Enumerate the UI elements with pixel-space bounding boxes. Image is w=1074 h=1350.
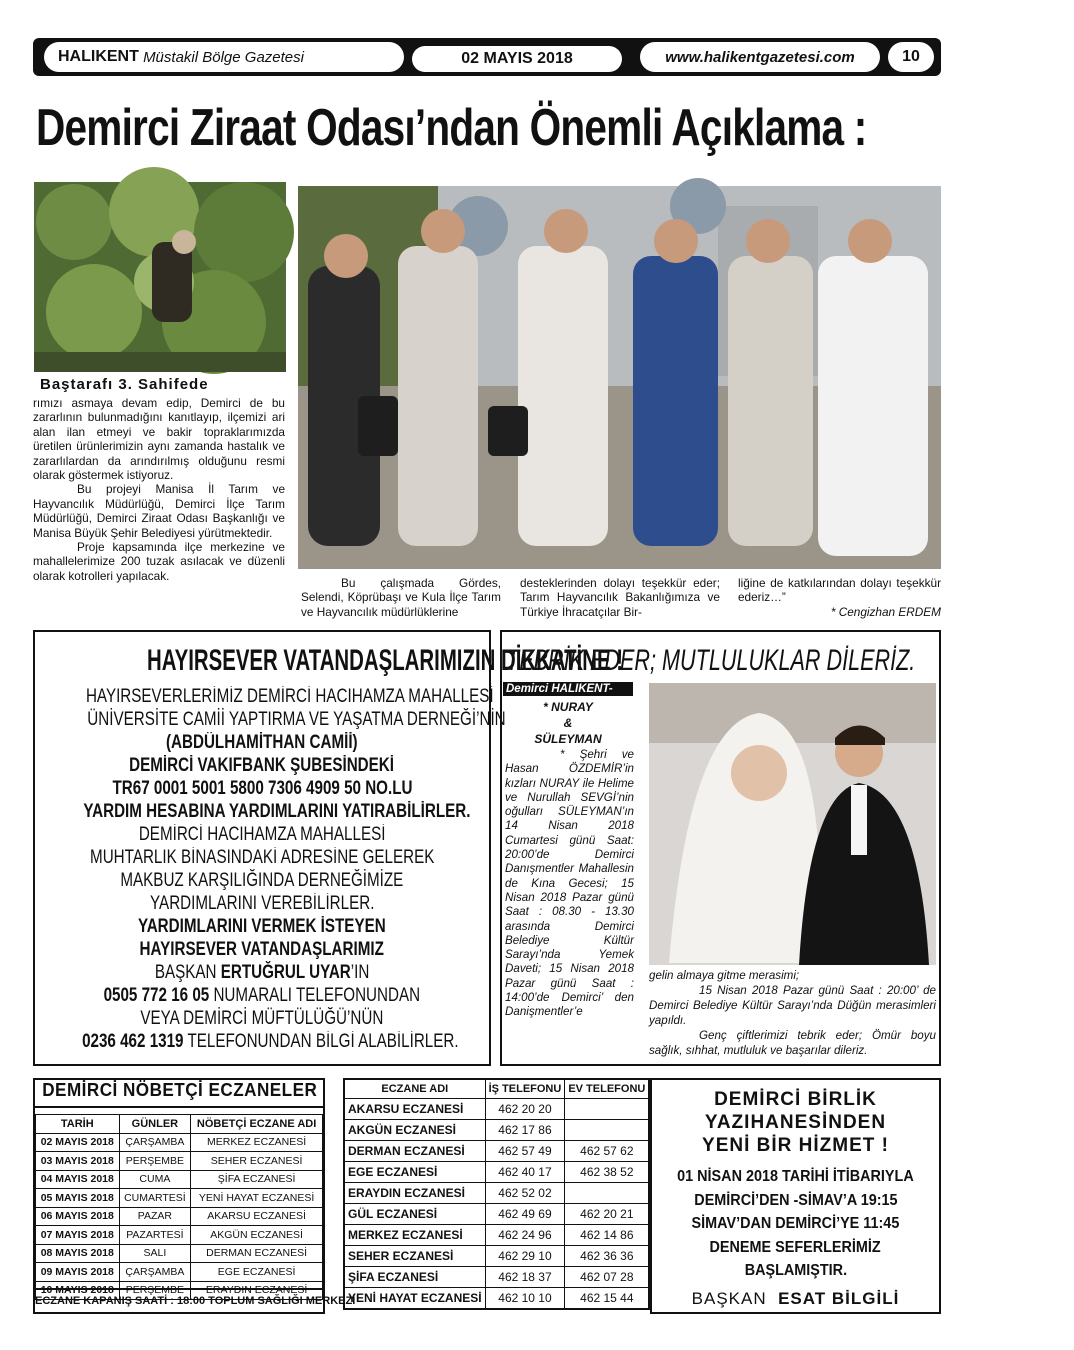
charity-line-text: ÜNİVERSİTE CAMİİ YAPTIRMA VE YAŞATMA DERNEĞİ’NİN bbox=[87, 709, 506, 730]
birlik-notice bbox=[650, 1078, 941, 1314]
charity-line-text: MAKBUZ KARŞILIĞINDA DERNEĞİMİZE bbox=[120, 870, 404, 891]
website-pill bbox=[640, 42, 880, 72]
charity-lines bbox=[35, 686, 506, 962]
table-cell: ERAYDIN ECZANESİ bbox=[344, 1182, 485, 1203]
table-row bbox=[344, 1203, 649, 1224]
charity-line-text: DEMİRCİ VAKIFBANK ŞUBESİNDEKİ bbox=[129, 755, 395, 776]
wedding-title: TEBRİK EDER; MUTLULUKLAR DİLERİZ. bbox=[506, 644, 916, 677]
table-cell: 462 29 10 bbox=[485, 1245, 565, 1266]
table-row bbox=[344, 1224, 649, 1245]
birlik-lines bbox=[652, 1165, 939, 1283]
charity-line bbox=[35, 801, 489, 824]
table-cell: 462 24 96 bbox=[485, 1224, 565, 1245]
birlik-title-line: DEMİRCİ BİRLİK bbox=[714, 1089, 877, 1110]
table-cell: 462 17 86 bbox=[485, 1119, 565, 1140]
charity-president-line bbox=[155, 962, 370, 984]
table-cell: 04 MAYIS 2018 bbox=[36, 1170, 120, 1189]
table-cell: ÇARŞAMBA bbox=[119, 1263, 191, 1282]
charity-phone2-line bbox=[82, 1031, 459, 1053]
table-cell: CUMA bbox=[119, 1170, 191, 1189]
wedding-paragraph: 15 Nisan 2018 Pazar günü Saat : 20:00’ de Demirci Belediye Kültür Sarayı’nda Düğün merasimleri yapıldı. bbox=[649, 984, 936, 1027]
table-cell: PERŞEMBE bbox=[119, 1281, 191, 1300]
brand-subtitle: Müstakil Bölge Gazetesi bbox=[143, 48, 304, 66]
table-row bbox=[344, 1161, 649, 1182]
charity-line-text: YARDIMLARINI VERMEK İSTEYEN bbox=[138, 916, 386, 937]
table-cell: MERKEZ ECZANESİ bbox=[344, 1224, 485, 1245]
birlik-sign-prefix: BAŞKAN bbox=[691, 1288, 767, 1308]
birlik-title bbox=[652, 1088, 939, 1157]
president-name: ERTUĞRUL UYAR bbox=[220, 962, 351, 983]
table-cell: 05 MAYIS 2018 bbox=[36, 1189, 120, 1208]
table-cell: MERKEZ ECZANESİ bbox=[191, 1133, 323, 1152]
charity-line-text: (ABDÜLHAMİTHAN CAMİİ) bbox=[166, 732, 358, 753]
table-header-cell: İŞ TELEFONU bbox=[485, 1079, 565, 1098]
charity-line-text: HAYIRSEVER VATANDAŞLARIMIZ bbox=[139, 939, 385, 960]
table-row bbox=[344, 1140, 649, 1161]
article-paragraph: liğine de katkılarından dolayı teşekkür ederiz…” bbox=[738, 576, 941, 605]
table-row bbox=[344, 1119, 649, 1140]
table-header-cell: EV TELEFONU bbox=[565, 1079, 650, 1098]
table-cell: EGE ECZANESİ bbox=[344, 1161, 485, 1182]
charity-line-text: MUHTARLIK BİNASINDAKİ ADRESİNE GELEREK bbox=[89, 847, 435, 868]
table-cell: DERMAN ECZANESİ bbox=[344, 1140, 485, 1161]
table-cell: 03 MAYIS 2018 bbox=[36, 1152, 120, 1171]
charity-line-text: TR67 0001 5001 5800 7306 4909 50 NO.LU bbox=[112, 778, 412, 799]
birlik-signature bbox=[652, 1289, 939, 1309]
table-cell: ERAYDIN ECZANESİ bbox=[191, 1281, 323, 1300]
ampersand: & bbox=[563, 716, 573, 730]
charity-line bbox=[35, 939, 489, 962]
birlik-line: SİMAV’DAN DEMİRCİ’YE 11:45 bbox=[691, 1215, 900, 1232]
table-row bbox=[344, 1287, 649, 1309]
table-row bbox=[344, 1245, 649, 1266]
charity-line bbox=[35, 778, 489, 801]
charity-phone2[interactable]: 0236 462 1319 bbox=[82, 1031, 184, 1052]
table-cell: PAZARTESİ bbox=[119, 1226, 191, 1245]
president-prefix: BAŞKAN bbox=[154, 962, 221, 983]
table-cell: EGE ECZANESİ bbox=[191, 1263, 323, 1282]
table-cell: 462 20 21 bbox=[565, 1203, 650, 1224]
groom-name: SÜLEYMAN bbox=[534, 732, 602, 746]
table-cell: ŞİFA ECZANESİ bbox=[191, 1170, 323, 1189]
website-link[interactable]: www.halikentgazetesi.com bbox=[665, 48, 855, 66]
table-cell: PERŞEMBE bbox=[119, 1152, 191, 1171]
table-row bbox=[344, 1098, 649, 1119]
article-column-2 bbox=[301, 576, 501, 619]
table-cell: 06 MAYIS 2018 bbox=[36, 1207, 120, 1226]
table-cell bbox=[565, 1182, 650, 1203]
fig-tree-photo bbox=[34, 182, 286, 372]
article-paragraph: desteklerinden dolayı teşekkür eder; Tarım Hayvancılık Bakanlığımıza ve Türkiye İhracatçılar Bir- bbox=[520, 576, 720, 619]
charity-phone1-line bbox=[104, 985, 421, 1007]
president-suffix: ’IN bbox=[350, 962, 370, 983]
wedding-photo bbox=[649, 683, 936, 965]
table-cell: 10 MAYIS 2018 bbox=[36, 1281, 120, 1300]
wedding-left-text bbox=[505, 748, 634, 1064]
charity-line bbox=[35, 755, 489, 778]
article-paragraph: Bu projeyi Manisa İl Tarım ve Hayvancılık Müdürlüğü, Demirci İlçe Tarım Müdürlüğü, Demirci Ziraat Odası Başkanlığı ve Manisa Büyük Şehir Belediyesi yürütmektedir. bbox=[33, 482, 285, 540]
table-cell: 462 18 37 bbox=[485, 1266, 565, 1287]
birlik-line: DENEME SEFERLERİMİZ bbox=[709, 1238, 882, 1256]
duty-table bbox=[35, 1114, 323, 1300]
duty-footer: ECZANE KAPANIŞ SAATİ : 18:00 TOPLUM SAĞLIĞI MERKEZİ bbox=[35, 1288, 323, 1312]
charity-line bbox=[35, 686, 494, 709]
charity-line-text: DEMİRCİ HACIHAMZA MAHALLESİ bbox=[138, 824, 386, 845]
table-header-cell: NÖBETÇİ ECZANE ADI bbox=[191, 1115, 323, 1134]
birlik-line: 01 NİSAN 2018 TARİHİ İTİBARIYLA bbox=[677, 1168, 914, 1185]
table-cell: 08 MAYIS 2018 bbox=[36, 1244, 120, 1263]
charity-line bbox=[35, 709, 506, 732]
table-cell: AKARSU ECZANESİ bbox=[344, 1098, 485, 1119]
article-column-3 bbox=[520, 576, 720, 619]
birlik-title-line: YENİ BİR HİZMET ! bbox=[702, 1135, 889, 1156]
table-row bbox=[36, 1263, 323, 1282]
article-left-column bbox=[33, 396, 285, 583]
duty-title: DEMİRCİ NÖBETÇİ ECZANELER bbox=[42, 1080, 318, 1100]
charity-line-text: YARDIMLARINI VEREBİLİRLER. bbox=[149, 893, 375, 914]
wedding-names bbox=[503, 699, 633, 747]
birlik-title-line: YAZIHANESİNDEN bbox=[704, 1112, 887, 1133]
article-paragraph: rımızı asmaya devam edip, Demirci de bu zararlının bulunmadığını kanıtlayıp, ilçemizi ari alan ilan etmeyi ve bakir topraklarımızda üretilen ürünlerimizin aynı zamanda hastalık ve zararlılardan da arındırılmış olduğunu resmi olarak göstermek istiyoruz. bbox=[33, 396, 285, 483]
birlik-line: DEMİRCİ’DEN -SİMAV’A 19:15 bbox=[693, 1191, 898, 1209]
table-cell bbox=[565, 1098, 650, 1119]
table-cell: CUMARTESİ bbox=[119, 1189, 191, 1208]
table-row bbox=[36, 1152, 323, 1171]
table-cell: 462 20 20 bbox=[485, 1098, 565, 1119]
masthead bbox=[44, 42, 404, 72]
table-cell: GÜL ECZANESİ bbox=[344, 1203, 485, 1224]
table-row bbox=[36, 1244, 323, 1263]
table-row bbox=[36, 1133, 323, 1152]
table-cell: YENİ HAYAT ECZANESİ bbox=[191, 1189, 323, 1208]
wedding-bottom-text bbox=[649, 968, 936, 1058]
phones-table bbox=[343, 1078, 650, 1310]
issue-date-pill bbox=[412, 46, 622, 72]
issue-date: 02 MAYIS 2018 bbox=[461, 50, 573, 67]
table-cell: 462 38 52 bbox=[565, 1161, 650, 1182]
charity-line-text: HAYIRSEVERLERİMİZ DEMİRCİ HACIHAMZA MAHALLESİ bbox=[85, 686, 494, 707]
table-header-cell: ECZANE ADI bbox=[344, 1079, 485, 1098]
table-cell: 462 49 69 bbox=[485, 1203, 565, 1224]
table-header-cell: GÜNLER bbox=[119, 1115, 191, 1134]
table-row bbox=[344, 1266, 649, 1287]
wedding-paragraph: Genç çiftlerimizi tebrik eder; Ömür boyu sağlık, sıhhat, mutluluk ve başarılar dileriz. bbox=[649, 1029, 936, 1057]
table-cell: SALI bbox=[119, 1244, 191, 1263]
charity-line bbox=[35, 847, 489, 870]
table-cell bbox=[565, 1119, 650, 1140]
charity-line-text: YARDIM HESABINA YARDIMLARINI YATIRABİLİRLER. bbox=[83, 801, 471, 822]
article-paragraph: Proje kapsamında ilçe merkezine ve mahallelerimize 200 tuzak asılacak ve düzenli olarak kotrolleri yapılacak. bbox=[33, 540, 285, 583]
charity-mufti-line: VEYA DEMİRCİ MÜFTÜLÜĞÜ’NÜN bbox=[140, 1008, 384, 1029]
table-header-cell: TARİH bbox=[36, 1115, 120, 1134]
table-cell: 462 07 28 bbox=[565, 1266, 650, 1287]
wedding-paragraph: gelin almaya gitme merasimi; bbox=[649, 969, 800, 982]
charity-line bbox=[35, 732, 489, 755]
table-row bbox=[36, 1170, 323, 1189]
table-cell: 462 15 44 bbox=[565, 1287, 650, 1309]
table-cell: AKGÜN ECZANESİ bbox=[344, 1119, 485, 1140]
table-cell: ÇARŞAMBA bbox=[119, 1133, 191, 1152]
table-row bbox=[36, 1189, 323, 1208]
table-cell: SEHER ECZANESİ bbox=[191, 1152, 323, 1171]
charity-title: HAYIRSEVER VATANDAŞLARIMIZIN DİKKATİNE ! bbox=[147, 644, 624, 677]
table-row bbox=[36, 1226, 323, 1245]
wedding-paragraph: * Şehri ve Hasan ÖZDEMİR’in kızları NURAY ile Helime ve Nurullah SEVGİ’nin oğulları SÜLEYMAN’ın 14 Nisan 2018 Cumartesi günü Saat: 20:00’de Demirci Danışmentler Mahallesin de Kına Gecesi; 15 Nisan 2018 Pazar günü Saat : 08.30 - 13.30 arasında Demirci Belediye Kültür Sarayı’nda Yemek Daveti; 15 Nisan 2018 Pazar günü Saat : 14:00’de Demirci’ den Danişmentler’e bbox=[505, 748, 634, 1019]
charity-phone1[interactable]: 0505 772 16 05 bbox=[103, 985, 210, 1006]
table-cell: AKGÜN ECZANESİ bbox=[191, 1226, 323, 1245]
table-cell: YENİ HAYAT ECZANESİ bbox=[344, 1287, 485, 1309]
phone1-suffix: NUMARALI TELEFONUNDAN bbox=[209, 985, 421, 1006]
pharmacy-phones bbox=[343, 1078, 646, 1310]
table-cell: 462 40 17 bbox=[485, 1161, 565, 1182]
table-cell: AKARSU ECZANESİ bbox=[191, 1207, 323, 1226]
continued-from-label: Baştarafı 3. Sahifede bbox=[40, 376, 209, 393]
table-cell: 07 MAYIS 2018 bbox=[36, 1226, 120, 1245]
headline: Demirci Ziraat Odası’ndan Önemli Açıklama : bbox=[36, 99, 867, 157]
birlik-line: BAŞLAMIŞTIR. bbox=[744, 1262, 847, 1279]
table-cell: SEHER ECZANESİ bbox=[344, 1245, 485, 1266]
page-number-pill bbox=[888, 42, 934, 72]
bride-name: * NURAY bbox=[543, 700, 593, 714]
wedding-tag: Demirci HALIKENT- bbox=[503, 682, 633, 696]
table-cell: 462 52 02 bbox=[485, 1182, 565, 1203]
table-row bbox=[344, 1182, 649, 1203]
charity-line bbox=[35, 870, 489, 893]
duty-pharmacies bbox=[33, 1078, 356, 1314]
phone2-suffix: TELEFONUNDAN BİLGİ ALABİLİRLER. bbox=[183, 1031, 459, 1052]
table-cell: DERMAN ECZANESİ bbox=[191, 1244, 323, 1263]
charity-line bbox=[35, 916, 489, 939]
charity-line bbox=[35, 824, 489, 847]
article-author: * Cengizhan ERDEM bbox=[830, 604, 941, 619]
table-cell: 02 MAYIS 2018 bbox=[36, 1133, 120, 1152]
group-photo bbox=[298, 186, 941, 569]
birlik-sign-name: ESAT BİLGİLİ bbox=[778, 1288, 900, 1308]
table-cell: 462 36 36 bbox=[565, 1245, 650, 1266]
page-number: 10 bbox=[902, 48, 920, 65]
table-cell: 462 14 86 bbox=[565, 1224, 650, 1245]
table-row bbox=[36, 1207, 323, 1226]
article-paragraph: Bu çalışmada Gördes, Selendi, Köprübaşı ve Kula İlçe Tarım ve Hayvancılık müdürlüklerine bbox=[301, 576, 501, 619]
table-cell: 462 10 10 bbox=[485, 1287, 565, 1309]
table-cell: PAZAR bbox=[119, 1207, 191, 1226]
charity-line bbox=[35, 893, 489, 916]
table-cell: 462 57 49 bbox=[485, 1140, 565, 1161]
brand-name: HALIKENT bbox=[58, 48, 139, 65]
table-cell: 462 57 62 bbox=[565, 1140, 650, 1161]
table-cell: ŞİFA ECZANESİ bbox=[344, 1266, 485, 1287]
table-cell: 09 MAYIS 2018 bbox=[36, 1263, 120, 1282]
article-column-4 bbox=[738, 576, 941, 619]
